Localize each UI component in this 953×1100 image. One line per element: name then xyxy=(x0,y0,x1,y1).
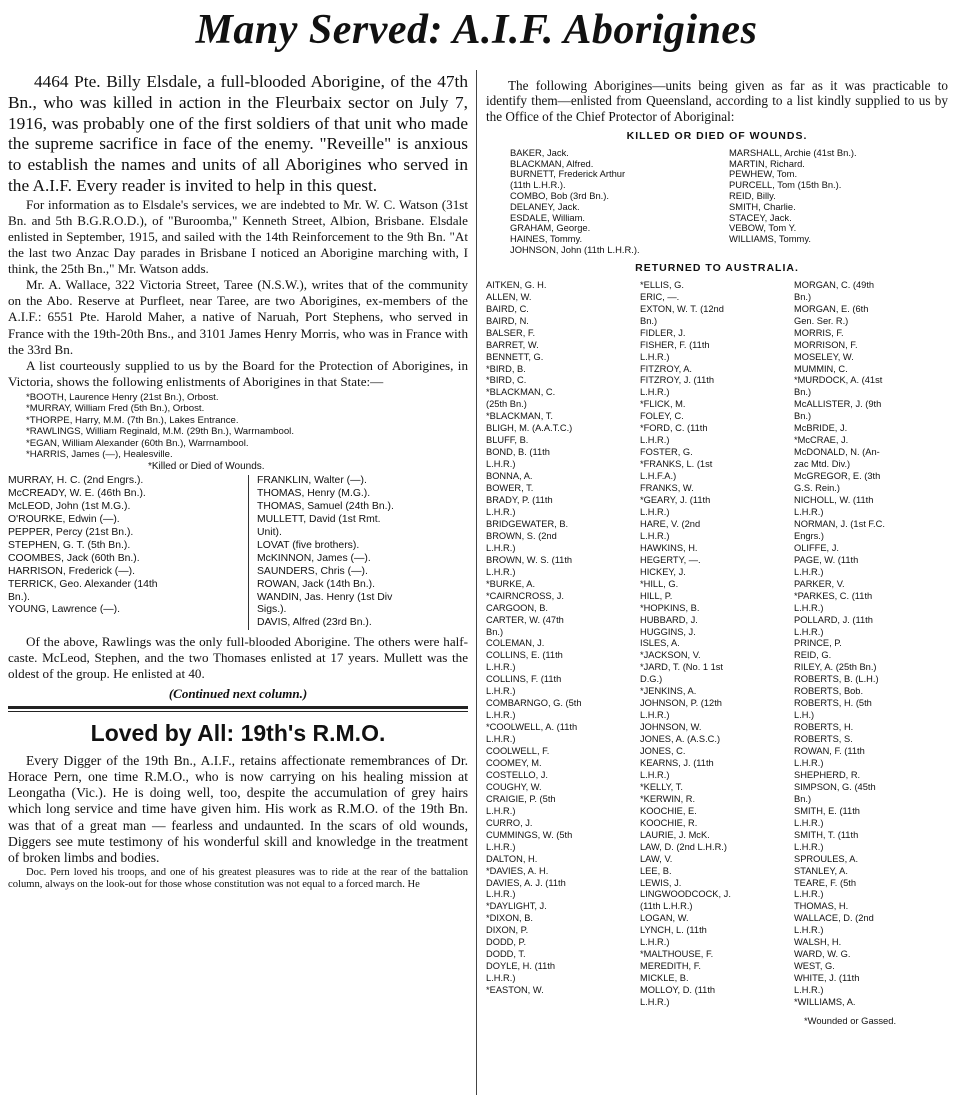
list-item: BROWN, S. (2nd xyxy=(486,530,557,541)
list-item: KOOCHIE, R. xyxy=(640,817,698,828)
list-item: *HOPKINS, B. xyxy=(640,602,700,613)
list-item: DELANEY, Jack. xyxy=(510,201,580,212)
list-item: COOMEY, M. xyxy=(486,757,542,768)
rmo-heading: Loved by All: 19th's R.M.O. xyxy=(90,719,386,746)
list-item: CARGOON, B. xyxy=(486,602,548,613)
list-item: REID, Billy. xyxy=(729,191,776,202)
killed-list-col-1 xyxy=(510,148,729,256)
list-item: Engrs.) xyxy=(794,530,824,541)
list-item: *DAVIES, A. H. xyxy=(486,865,549,876)
list-item: Unit). xyxy=(257,526,282,538)
list-item: JOHNSON, John (11th L.H.R.). xyxy=(510,245,640,256)
list-item: COLEMAN, J. xyxy=(486,638,545,649)
list-item: JONES, C. xyxy=(640,746,686,757)
list-item: GRAHAM, George. xyxy=(510,223,591,234)
list-item: ERIC, —. xyxy=(640,291,680,302)
list-item: *JENKINS, A. xyxy=(640,686,697,697)
killed-note: *Killed or Died of Wounds. xyxy=(148,461,265,473)
list-item: HICKEY, J. xyxy=(640,566,686,577)
list-item: PAGE, W. (11th xyxy=(794,554,859,565)
list-item: *KELLY, T. xyxy=(640,781,683,792)
list-item: MURRAY, H. C. (2nd Engrs.). xyxy=(8,475,144,487)
victoria-list-left xyxy=(8,475,249,630)
list-item: PEWHEW, Tom. xyxy=(729,169,798,180)
list-item: JOHNSON, P. (12th xyxy=(640,698,722,709)
list-item: BLUFF, B. xyxy=(486,435,529,446)
list-item: *BLACKMAN, T. xyxy=(486,411,553,422)
killed-list xyxy=(510,148,948,256)
list-item: *BIRD, B. xyxy=(486,363,526,374)
list-item: *HILL, G. xyxy=(640,578,679,589)
list-item: COLLINS, F. (11th xyxy=(486,674,562,685)
list-item: ROBERTS, H. xyxy=(794,722,854,733)
list-item: L.H.R.) xyxy=(794,506,824,517)
queensland-intro: The following Aborigines—units being given as far as it was practicable to identify them—enlisted from Queensland, according to a list kindly supplied to us by the Office of the Chief Protector of Aboriginal: xyxy=(486,78,948,124)
victoria-list-right xyxy=(249,475,468,630)
list-item: BAIRD, N. xyxy=(486,315,529,326)
list-item: *JACKSON, V. xyxy=(640,650,701,661)
list-item: BRIDGEWATER, B. xyxy=(486,518,569,529)
list-item: DIXON, P. xyxy=(486,925,529,936)
list-item: McKINNON, James (—). xyxy=(257,552,371,564)
list-item: POLLARD, J. (11th xyxy=(794,614,873,625)
list-item: LINGWOODCOCK, J. xyxy=(640,889,731,900)
list-item: L.H.R.) xyxy=(640,530,670,541)
list-item: L.H.R.) xyxy=(794,817,824,828)
list-item: BAKER, Jack. xyxy=(510,147,569,158)
list-item: (25th Bn.) xyxy=(486,399,527,410)
list-item: SIMPSON, G. (45th xyxy=(794,781,876,792)
list-item: FRANKS, W. xyxy=(640,483,694,494)
list-item: DALTON, H. xyxy=(486,853,538,864)
list-item: L.H.R.) xyxy=(640,937,670,948)
list-item: Bn.) xyxy=(794,411,812,422)
list-item: SHEPHERD, R. xyxy=(794,769,861,780)
list-item: *MURRAY, William Fred (5th Bn.), Orbost. xyxy=(26,403,205,415)
list-item: L.H.R.) xyxy=(640,351,670,362)
list-item: CARTER, W. (47th xyxy=(486,614,564,625)
list-item: L.H.R.) xyxy=(486,662,516,673)
list-item: BARRET, W. xyxy=(486,339,539,350)
list-item: MOSELEY, W. xyxy=(794,351,854,362)
list-item: *DAYLIGHT, J. xyxy=(486,901,547,912)
list-item: ROBERTS, B. (L.H.) xyxy=(794,674,879,685)
list-item: JONES, A. (A.S.C.) xyxy=(640,734,721,745)
list-item: ROWAN, Jack (14th Bn.). xyxy=(257,578,375,590)
list-item: Bn.) xyxy=(794,387,812,398)
list-item: OLIFFE, J. xyxy=(794,542,839,553)
list-item: L.H.R.) xyxy=(486,805,516,816)
wounded-note: *Wounded or Gassed. xyxy=(804,1015,897,1026)
list-item: COUGHY, W. xyxy=(486,781,542,792)
list-item: MORGAN, C. (49th xyxy=(794,279,875,290)
paragraph-wallace: Mr. A. Wallace, 322 Victoria Street, Taree (N.S.W.), writes that of the community on the Abo. Reserve at Purfleet, near Taree, are two Aborigines, ex-members of the A.I.F.: 6551 Pte. Harold Maher, a native of Naruah, Port Stephens, who served in France with the 19th-20th Bns., and 3101 James Henry Morris, who was in France with the 33rd Bn. xyxy=(8,277,468,357)
list-item: YOUNG, Lawrence (—). xyxy=(8,604,121,616)
list-item: BOWER, T. xyxy=(486,483,534,494)
list-item: HAINES, Tommy. xyxy=(510,234,583,245)
list-item: COSTELLO, J. xyxy=(486,769,548,780)
list-item: WALLACE, D. (2nd xyxy=(794,913,874,924)
list-item: *FRANKS, L. (1st xyxy=(640,459,713,470)
list-item: McLEOD, John (1st M.G.). xyxy=(8,501,131,513)
list-item: FOSTER, G. xyxy=(640,447,693,458)
list-item: BURNETT, Frederick Arthur xyxy=(510,169,626,180)
list-item: THOMAS, Henry (M.G.). xyxy=(257,488,371,500)
list-item: *McCRAE, J. xyxy=(794,435,849,446)
list-item: FITZROY, J. (11th xyxy=(640,375,715,386)
list-item: *BURKE, A. xyxy=(486,578,536,589)
list-item: STACEY, Jack. xyxy=(729,212,792,223)
list-item: LAW, V. xyxy=(640,853,673,864)
list-item: DODD, P. xyxy=(486,937,527,948)
killed-heading: KILLED OR DIED OF WOUNDS. xyxy=(626,129,808,142)
list-item: FISHER, F. (11th xyxy=(640,339,710,350)
list-item: EXTON, W. T. (12nd xyxy=(640,303,724,314)
list-item: ROWAN, F. (11th xyxy=(794,746,865,757)
list-item: CURRO, J. xyxy=(486,817,533,828)
list-item: zac Mtd. Div.) xyxy=(794,459,851,470)
list-item: MORRIS, F. xyxy=(794,327,844,338)
list-item: L.H.R.) xyxy=(640,435,670,446)
list-item: L.H.R.) xyxy=(794,566,824,577)
page-title: Many Served: A.I.F. Aborigines xyxy=(195,7,758,53)
list-item: TERRICK, Geo. Alexander (14th xyxy=(8,578,158,590)
list-item: L.H.R.) xyxy=(640,506,670,517)
left-column xyxy=(8,72,468,1094)
list-item: L.H.R.) xyxy=(486,566,516,577)
list-item: BAIRD, C. xyxy=(486,303,529,314)
list-item: MUMMIN, C. xyxy=(794,363,848,374)
list-item: Bn.). xyxy=(8,591,30,603)
list-item: McDONALD, N. (An- xyxy=(794,447,880,458)
list-item: STANLEY, A. xyxy=(794,865,848,876)
list-item: L.H.R.) xyxy=(794,925,824,936)
list-item: COOLWELL, F. xyxy=(486,746,550,757)
list-item: LAURIE, J. McK. xyxy=(640,829,710,840)
list-item: DAVIES, A. J. (11th xyxy=(486,877,566,888)
list-item: HARE, V. (2nd xyxy=(640,518,701,529)
list-item: ISLES, A. xyxy=(640,638,680,649)
list-item: G.S. Rein.) xyxy=(794,483,840,494)
list-item: L.H.R.) xyxy=(486,459,516,470)
list-item: HEGERTY, —. xyxy=(640,554,701,565)
list-item: AITKEN, G. H. xyxy=(486,279,547,290)
list-item: FRANKLIN, Walter (—). xyxy=(257,475,367,487)
list-item: *COOLWELL, A. (11th xyxy=(486,722,578,733)
list-item: PURCELL, Tom (15th Bn.). xyxy=(729,180,842,191)
list-item: VEBOW, Tom Y. xyxy=(729,223,797,234)
returned-col-3 xyxy=(794,280,948,1009)
list-item: SMITH, Charlie. xyxy=(729,201,796,212)
list-item: LYNCH, L. (11th xyxy=(640,925,707,936)
list-item: *BIRD, C. xyxy=(486,375,527,386)
list-item: MOLLOY, D. (11th xyxy=(640,985,716,996)
list-item: *JARD, T. (No. 1 1st xyxy=(640,662,724,673)
list-item: (11th L.H.R.) xyxy=(640,901,693,912)
list-item: L.H.R.) xyxy=(794,626,824,637)
list-item: JOHNSON, W. xyxy=(640,722,702,733)
paragraph-victoria: A list courteously supplied to us by the Board for the Protection of Aborigines, in Victoria, shows the following enlistments of Aborigines in that State:— xyxy=(8,357,468,389)
paragraph-rawlings: Of the above, Rawlings was the only full-blooded Aborigine. The others were half-caste. McLeod, Stephen, and the two Thomases enlisted at 17 years. Mullett was the oldest of the group. He enlisted at 40. xyxy=(8,634,468,682)
list-item: *MURDOCK, A. (41st xyxy=(794,375,883,386)
list-item: REID, G. xyxy=(794,650,832,661)
list-item: ROBERTS, S. xyxy=(794,734,853,745)
list-item: TEARE, F. (5th xyxy=(794,877,856,888)
list-item: LEWIS, J. xyxy=(640,877,682,888)
list-item: ALLEN, W. xyxy=(486,291,532,302)
list-item: *BOOTH, Laurence Henry (21st Bn.), Orbost. xyxy=(26,391,219,403)
list-item: L.H.R.) xyxy=(486,542,516,553)
rmo-paragraph-1: Every Digger of the 19th Bn., A.I.F., retains affectionate remembrances of Dr. Horace Pern, one time R.M.O., who is now carrying on his healing mission at Leongatha (Vic.). He is doing well, too, despite the accumulation of grey hairs which long service and time have given him. His work as R.M.O. of the 19th Bn. was that of a great man — fearless and undaunted. In the scars of old wounds, Diggers see mute testimony of his wonderful skill and knowledge in the treatment of broken limbs and bodies. xyxy=(8,752,468,866)
victoria-killed-list xyxy=(26,392,468,460)
list-item: KEARNS, J. (11th xyxy=(640,757,714,768)
list-item: L.H.R.) xyxy=(794,602,824,613)
list-item: MARSHALL, Archie (41st Bn.). xyxy=(729,147,857,158)
list-item: DAVIS, Alfred (23rd Bn.). xyxy=(257,617,372,629)
lead-text: 4464 Pte. Billy Elsdale, a full-blooded Aborigine, of the 47th Bn., who was killed in action in the Fleurbaix sector on July 7, 1916, was probably one of the first soldiers of that unit who made the supreme sacrifice in face of the enemy. "Reveille" is anxious to establish the names and units of all Aborigines who served in the A.I.F. Every reader is invited to help in this quest. xyxy=(8,72,468,195)
list-item: LEE, B. xyxy=(640,865,672,876)
list-item: L.H.R.) xyxy=(486,841,516,852)
returned-list xyxy=(486,280,948,1009)
list-item: L.H.R.) xyxy=(794,985,824,996)
lead-paragraph xyxy=(8,72,468,197)
list-item: STEPHEN, G. T. (5th Bn.). xyxy=(8,539,131,551)
list-item: HUGGINS, J. xyxy=(640,626,696,637)
list-item: L.H.R.) xyxy=(794,757,824,768)
list-item: ROBERTS, H. (5th xyxy=(794,698,872,709)
list-item: BLIGH, M. (A.A.T.C.) xyxy=(486,423,573,434)
list-item: *FORD, C. (11th xyxy=(640,423,708,434)
list-item: BLACKMAN, Alfred. xyxy=(510,158,594,169)
list-item: L.H.R.) xyxy=(486,686,516,697)
list-item: McALLISTER, J. (9th xyxy=(794,399,882,410)
list-item: PARKER, V. xyxy=(794,578,845,589)
list-item: THOMAS, Samuel (24th Bn.). xyxy=(257,501,394,513)
list-item: THOMAS, H. xyxy=(794,901,849,912)
list-item: HUBBARD, J. xyxy=(640,614,698,625)
list-item: FITZROY, A. xyxy=(640,363,693,374)
list-item: Bn.) xyxy=(640,315,658,326)
list-item: L.H.R.) xyxy=(486,889,516,900)
list-item: (11th L.H.R.). xyxy=(510,180,566,191)
list-item: MARTIN, Richard. xyxy=(729,158,805,169)
list-item: BALSER, F. xyxy=(486,327,536,338)
list-item: MEREDITH, F. xyxy=(640,961,701,972)
list-item: MULLETT, David (1st Rmt. xyxy=(257,514,381,526)
list-item: WALSH, H. xyxy=(794,937,842,948)
list-item: L.H.R.) xyxy=(640,997,670,1008)
list-item: COMBARNGO, G. (5th xyxy=(486,698,582,709)
list-item: ESDALE, William. xyxy=(510,212,586,223)
list-item: *THORPE, Harry, M.M. (7th Bn.), Lakes Entrance. xyxy=(26,414,239,426)
list-item: McCREADY, W. E. (46th Bn.). xyxy=(8,488,146,500)
list-item: HARRISON, Frederick (—). xyxy=(8,565,136,577)
list-item: *GEARY, J. (11th xyxy=(640,495,711,506)
list-item: LOGAN, W. xyxy=(640,913,689,924)
list-item: Bn.) xyxy=(486,626,504,637)
list-item: L.H.F.A.) xyxy=(640,471,677,482)
list-item: COOMBES, Jack (60th Bn.). xyxy=(8,552,140,564)
list-item: DOYLE, H. (11th xyxy=(486,961,556,972)
list-item: BONNA, A. xyxy=(486,471,533,482)
list-item: PEPPER, Percy (21st Bn.). xyxy=(8,526,134,538)
list-item: L.H.R.) xyxy=(640,387,670,398)
list-item: MORRISON, F. xyxy=(794,339,858,350)
list-item: L.H.R.) xyxy=(794,841,824,852)
list-item: Gen. Ser. R.) xyxy=(794,315,849,326)
list-item: L.H.R.) xyxy=(640,769,670,780)
list-item: SMITH, E. (11th xyxy=(794,805,860,816)
list-item: D.G.) xyxy=(640,674,663,685)
list-item: DODD, T. xyxy=(486,949,526,960)
list-item: KOOCHIE, E. xyxy=(640,805,697,816)
list-item: WHITE, J. (11th xyxy=(794,973,860,984)
list-item: WANDIN, Jas. Henry (1st Div xyxy=(257,591,393,603)
list-item: *MALTHOUSE, F. xyxy=(640,949,714,960)
list-item: *RAWLINGS, William Reginald, M.M. (29th Bn.), Warrnambool. xyxy=(26,426,294,438)
list-item: LOVAT (five brothers). xyxy=(257,539,360,551)
list-item: SPROULES, A. xyxy=(794,853,859,864)
list-item: L.H.R.) xyxy=(486,506,516,517)
list-item: *KERWIN, R. xyxy=(640,793,696,804)
right-column xyxy=(486,78,948,1094)
list-item: L.H.R.) xyxy=(640,710,670,721)
list-item: *CAIRNCROSS, J. xyxy=(486,590,565,601)
list-item: *PARKES, C. (11th xyxy=(794,590,873,601)
list-item: NICHOLL, W. (11th xyxy=(794,495,874,506)
list-item: L.H.R.) xyxy=(486,734,516,745)
list-item: CRAIGIE, P. (5th xyxy=(486,793,556,804)
list-item: *FLICK, M. xyxy=(640,399,686,410)
list-item: L.H.R.) xyxy=(486,710,516,721)
returned-heading: RETURNED TO AUSTRALIA. xyxy=(635,261,799,274)
list-item: L.H.R.) xyxy=(794,889,824,900)
list-item: *BLACKMAN, C. xyxy=(486,387,556,398)
list-item: *HARRIS, James (—), Healesville. xyxy=(26,448,173,460)
list-item: RILEY, A. (25th Bn.) xyxy=(794,662,877,673)
list-item: SMITH, T. (11th xyxy=(794,829,859,840)
list-item: *EASTON, W. xyxy=(486,985,544,996)
list-item: Bn.) xyxy=(794,291,812,302)
list-item: WARD, W. G. xyxy=(794,949,851,960)
list-item: BROWN, W. S. (11th xyxy=(486,554,573,565)
list-item: ROBERTS, Bob. xyxy=(794,686,864,697)
list-item: McGREGOR, E. (3th xyxy=(794,471,881,482)
list-item: McBRIDE, J. xyxy=(794,423,848,434)
list-item: COMBO, Bob (3rd Bn.). xyxy=(510,191,609,202)
rmo-paragraph-2: Doc. Pern loved his troops, and one of his greatest pleasures was to ride at the rear of the battalion column, always on the look-out for those whose constitution was not equal to a forced march. He xyxy=(8,866,468,890)
continued-note: (Continued next column.) xyxy=(168,685,308,701)
section-rule xyxy=(8,706,468,712)
list-item: CUMMINGS, W. (5th xyxy=(486,829,573,840)
list-item: PRINCE, P. xyxy=(794,638,842,649)
list-item: COLLINS, E. (11th xyxy=(486,650,563,661)
list-item: Bn.) xyxy=(794,793,812,804)
list-item: SAUNDERS, Chris (—). xyxy=(257,565,368,577)
list-item: Sigs.). xyxy=(257,604,287,616)
victoria-enlistment-table xyxy=(8,475,468,630)
list-item: MICKLE, B. xyxy=(640,973,689,984)
list-item: HAWKINS, H. xyxy=(640,542,698,553)
list-item: BENNETT, G. xyxy=(486,351,544,362)
returned-col-2 xyxy=(640,280,794,1009)
list-item: FIDLER, J. xyxy=(640,327,686,338)
paragraph-watson: For information as to Elsdale's services, we are indebted to Mr. W. C. Watson (31st Bn. and 5th B.G.R.O.D.), of "Buroomba," Kenneth Street, Albion, Brisbane. Elsdale enlisted in September, 1915, and sailed with the 14th Reinforcement to the 9th Bn. "At the last two Anzac Day parades in Brisbane I noticed an Aborigine marching with, I think, the 25th Bn.," Mr. Watson adds. xyxy=(8,196,468,277)
list-item: *ELLIS, G. xyxy=(640,279,684,290)
killed-list-col-2 xyxy=(729,148,948,256)
list-item: BRADY, P. (11th xyxy=(486,495,553,506)
list-item: WILLIAMS, Tommy. xyxy=(729,234,811,245)
list-item: LAW, D. (2nd L.H.R.) xyxy=(640,841,727,852)
list-item: WEST, G. xyxy=(794,961,835,972)
list-item: FOLEY, C. xyxy=(640,411,684,422)
returned-col-1 xyxy=(486,280,640,1009)
list-item: *EGAN, William Alexander (60th Bn.), Warrnambool. xyxy=(26,437,249,449)
list-item: L.H.R.) xyxy=(486,973,516,984)
list-item: O'ROURKE, Edwin (—). xyxy=(8,514,120,526)
list-item: HILL, P. xyxy=(640,590,673,601)
list-item: *WILLIAMS, A. xyxy=(794,997,856,1008)
column-divider xyxy=(476,70,477,1095)
list-item: MORGAN, E. (6th xyxy=(794,303,869,314)
list-item: L.H.) xyxy=(794,710,815,721)
list-item: NORMAN, J. (1st F.C. xyxy=(794,518,885,529)
list-item: *DIXON, B. xyxy=(486,913,534,924)
list-item: BOND, B. (11th xyxy=(486,447,550,458)
